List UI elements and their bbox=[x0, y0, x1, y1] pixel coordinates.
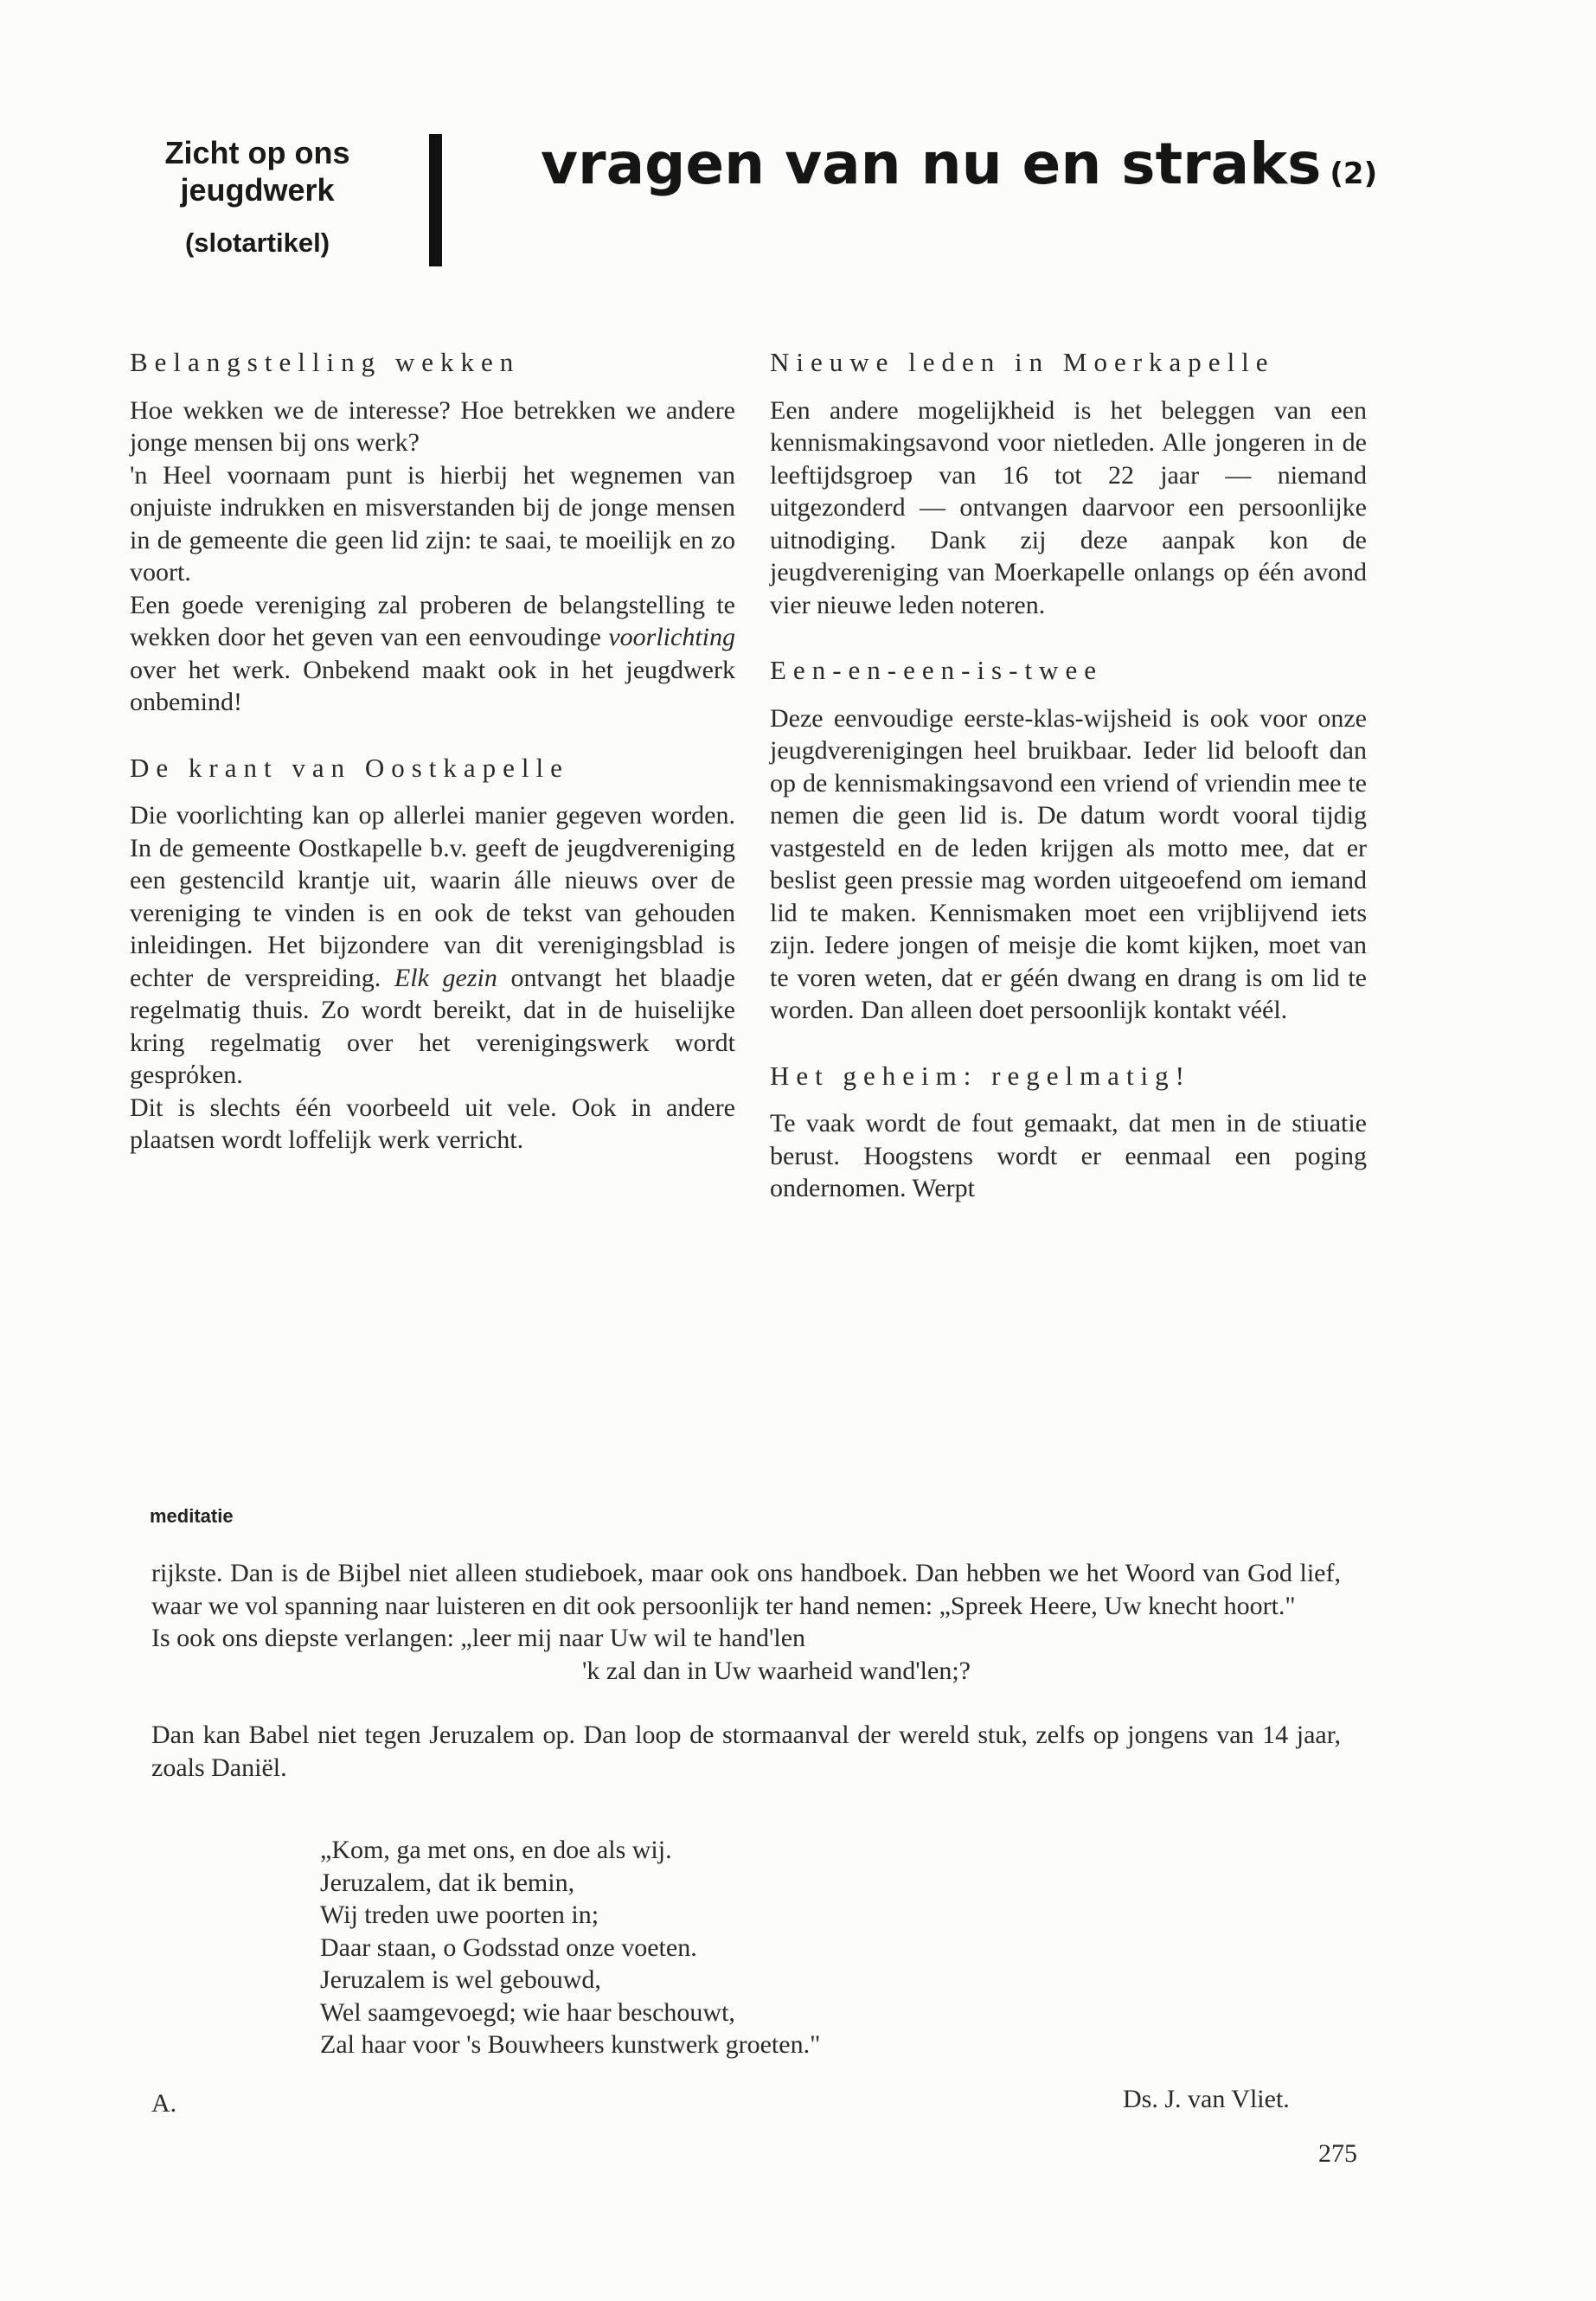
verse-line: 'k zal dan in Uw waarheid wand'len;? bbox=[582, 1656, 971, 1685]
left-column bbox=[130, 346, 735, 1157]
verse-line: Is ook ons diepste verlangen: „leer mij naar Uw wil te hand'len bbox=[151, 1624, 806, 1652]
section-heading: De krant van Oostkapelle bbox=[130, 752, 569, 783]
header-divider bbox=[429, 134, 442, 266]
poem-line: „Kom, ga met ons, en doe als wij. bbox=[320, 1836, 672, 1864]
paragraph: Dan kan Babel niet tegen Jeruzalem op. Dan loop de stormaanval der wereld stuk, zelfs op jongens van 14 jaar, zoals Daniël. bbox=[151, 1721, 1341, 1782]
poem bbox=[320, 1834, 820, 2061]
article-part-number: (2) bbox=[1330, 157, 1378, 191]
kicker-line-2: jeugdwerk bbox=[180, 172, 335, 208]
page-number: 275 bbox=[1318, 2139, 1357, 2168]
spacer bbox=[770, 621, 1367, 654]
article-title-text: vragen van nu en straks bbox=[541, 131, 1322, 197]
author-signature: Ds. J. van Vliet. bbox=[1123, 2085, 1290, 2113]
article-title bbox=[541, 130, 1377, 208]
text-run: ontvangt het blaadje regelmatig thuis. Zo wordt bereikt, dat in de huiselijke kring regelmatig over het verenigingswerk wordt gesprόken. bbox=[130, 963, 735, 1089]
right-column bbox=[770, 346, 1367, 1205]
spacer bbox=[130, 719, 735, 752]
text-run: over het werk. Onbekend maakt ook in het jeugdwerk onbemind! bbox=[130, 655, 735, 716]
text-run: Die voorlichting kan op allerlei manier gegeven worden. In de gemeente Oostkapelle b.v. geeft de jeugdvereniging een gestencild krantje uit, waarin álle nieuws over de vereniging te vinden is en ook de tekst van gehouden inleidingen. Het bijzondere van dit verenigingsblad is echter de verspreiding. bbox=[130, 801, 735, 992]
emphasis: Elk gezin bbox=[394, 963, 497, 992]
paragraph: 'n Heel voornaam punt is hierbij het wegnemen van onjuiste indrukken en misverstanden bij de jonge mensen in de gemeente die geen lid zijn: te saai, te moeilijk en zo voort. bbox=[130, 460, 735, 586]
kicker-subtitle: (slotartikel) bbox=[184, 228, 330, 258]
poem-line: Wij treden uwe poorten in; bbox=[320, 1900, 599, 1929]
spacer bbox=[770, 1027, 1367, 1060]
emphasis: voorlichting bbox=[608, 623, 735, 651]
poem-line: Wel saamgevoegd; wie haar beschouwt, bbox=[320, 1997, 735, 2027]
poem-line: Zal haar voor 's Bouwheers kunstwerk groeten." bbox=[320, 2030, 821, 2059]
section-kicker bbox=[121, 134, 394, 261]
spacer bbox=[151, 1687, 1341, 1719]
paragraph bbox=[130, 589, 735, 719]
kicker-line-1: Zicht op ons bbox=[164, 135, 350, 170]
paragraph: Te vaak wordt de fout gemaakt, dat men in de stiuatie berust. Hoogstens wordt er eenmaal een poging ondernomen. Werpt bbox=[770, 1109, 1367, 1202]
text-run: Een goede vereniging zal proberen de belangstelling te wekken door het geven van een eenvoudinge bbox=[130, 590, 735, 651]
poem-line: Daar staan, o Godsstad onze voeten. bbox=[320, 1932, 697, 1962]
paragraph bbox=[130, 799, 735, 1092]
meditation-text bbox=[151, 1557, 1341, 1784]
poem-line: Jeruzalem is wel gebouwd, bbox=[320, 1965, 601, 1994]
section-heading: Belangstelling wekken bbox=[130, 347, 521, 377]
paragraph: Een andere mogelijkheid is het beleggen van een kennismakingsavond voor nietleden. Alle jongeren in de leeftijdsgroep van 16 tot 22 jaar — niemand uitgezonderd — ontvangen daarvoor een persoonlijke uitnodiging. Dank zij deze aanpak kon de jeugdvereniging van Moerkapelle onlangs op één avond vier nieuwe leden noteren. bbox=[770, 395, 1367, 619]
paragraph: Deze eenvoudige eerste-klas-wijsheid is ook voor onze jeugdverenigingen heel bruikbaar. Ieder lid belooft dan op de kennismakingsavond een vriend of vriendin mee te nemen die geen lid is. De datum wordt vooral tijdig vastgesteld en de leden krijgen als motto mee, dat er beslist geen pressie mag worden uitgeoefend om iemand lid te maken. Kennismaken moet een vrijblijvend iets zijn. Iedere jongen of meisje die komt kijken, moet van te voren weten, dat er géén dwang en drang is om lid te worden. Dan alleen doet persoonlijk kontakt véél. bbox=[770, 703, 1367, 1024]
poem-line: Jeruzalem, dat ik bemin, bbox=[320, 1868, 575, 1897]
paragraph: Dit is slechts één voorbeeld uit vele. Ook in andere plaatsen wordt loffelijk werk verricht. bbox=[130, 1093, 735, 1154]
section-heading: Het geheim: regelmatig! bbox=[770, 1060, 1191, 1091]
signature-initial: A. bbox=[151, 2089, 177, 2118]
meditation-label: meditatie bbox=[150, 1505, 234, 1527]
paragraph: rijkste. Dan is de Bijbel niet alleen studieboek, maar ook ons handboek. Dan hebben we het Woord van God lief, waar we vol spanning naar luisteren en dit ook persoonlijk ter hand nemen: „Spreek Heere, Uw knecht hoort." bbox=[151, 1559, 1341, 1620]
paragraph: Hoe wekken we de interesse? Hoe betrekken we andere jonge mensen bij ons werk? bbox=[130, 395, 735, 457]
section-heading: Nieuwe leden in Moerkapelle bbox=[770, 347, 1275, 377]
section-heading: Een-en-een-is-twee bbox=[770, 655, 1103, 685]
